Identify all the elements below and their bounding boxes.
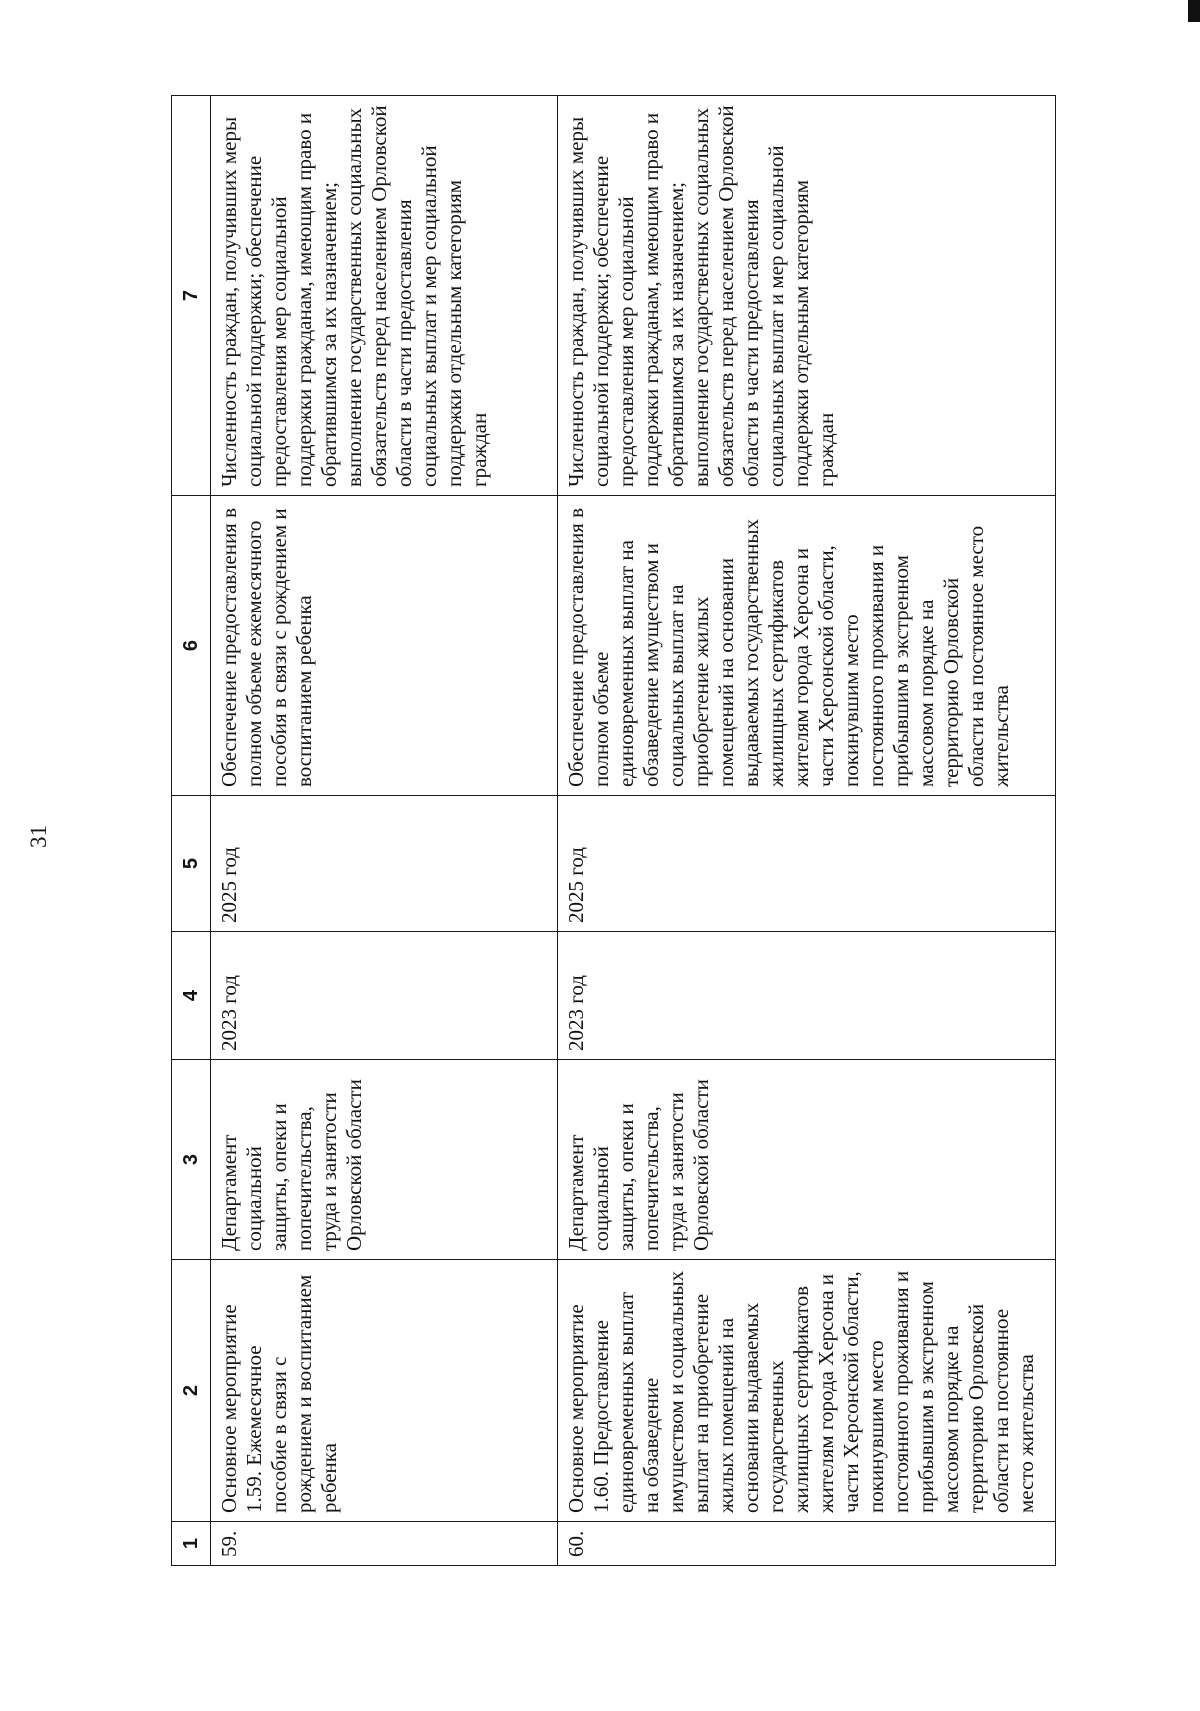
scan-edge-mark (1188, 0, 1200, 22)
column-header-1: 1 (172, 1522, 211, 1566)
column-header-4: 4 (172, 932, 211, 1060)
start-year: 2023 год (211, 932, 558, 1060)
measures-table (171, 95, 1056, 1566)
column-header-7: 7 (172, 96, 211, 496)
column-header-2: 2 (172, 1260, 211, 1522)
table-row-59 (211, 96, 558, 1566)
column-header-6: 6 (172, 496, 211, 796)
responsible-executor: Департамент социальной защиты, опеки и попечительства, труда и занятости Орловской области (558, 1060, 1056, 1260)
expected-result: Обеспечение предоставления в полном объеме единовременных выплат на обзаведение имуществом и социальных выплат на приобретение жилых помещений на основании выдаваемых государственных жилищных сертификатов жителям города Херсона и части Херсонской области, покинувшим место постоянного проживания и прибывшим в экстренном массовом порядке на территорию Орловской области на постоянное место жительства (558, 496, 1056, 796)
rotated-page-content (171, 96, 1056, 1566)
column-header-3: 3 (172, 1060, 211, 1260)
end-year: 2025 год (558, 796, 1056, 932)
row-number: 59. (211, 1522, 558, 1566)
page-number: 31 (26, 825, 51, 848)
responsible-executor: Департамент социальной защиты, опеки и попечительства, труда и занятости Орловской области (211, 1060, 558, 1260)
table-row-60 (558, 96, 1056, 1566)
end-year: 2025 год (211, 796, 558, 932)
column-header-5: 5 (172, 796, 211, 932)
expected-result: Обеспечение предоставления в полном объеме ежемесячного пособия в связи с рождением и воспитанием ребенка (211, 496, 558, 796)
indicator-link: Численность граждан, получивших меры социальной поддержки; обеспечение предоставления мер социальной поддержки гражданам, имеющим право и обратившимся за их назначением; выполнение государственных социальных обязательств перед населением Орловской области в части предоставления социальных выплат и мер социальной поддержки отдельным категориям граждан (211, 96, 558, 496)
measure-name: Основное мероприятие 1.59. Ежемесячное пособие в связи с рождением и воспитанием ребенка (211, 1260, 558, 1522)
indicator-link: Численность граждан, получивших меры социальной поддержки; обеспечение предоставления мер социальной поддержки гражданам, имеющим право и обратившимся за их назначением; выполнение государственных социальных обязательств перед населением Орловской области в части предоставления социальных выплат и мер социальной поддержки отдельным категориям граждан (558, 96, 1056, 496)
start-year: 2023 год (558, 932, 1056, 1060)
row-number: 60. (558, 1522, 1056, 1566)
measure-name: Основное мероприятие 1.60. Предоставление единовременных выплат на обзаведение имуществом и социальных выплат на приобретение жилых помещений на основании выдаваемых государственных жилищных сертификатов жителям города Херсона и части Херсонской области, покинувшим место постоянного проживания и прибывшим в экстренном массовом порядке на территорию Орловской области на постоянное место жительства (558, 1260, 1056, 1522)
table-header-row (172, 96, 211, 1566)
